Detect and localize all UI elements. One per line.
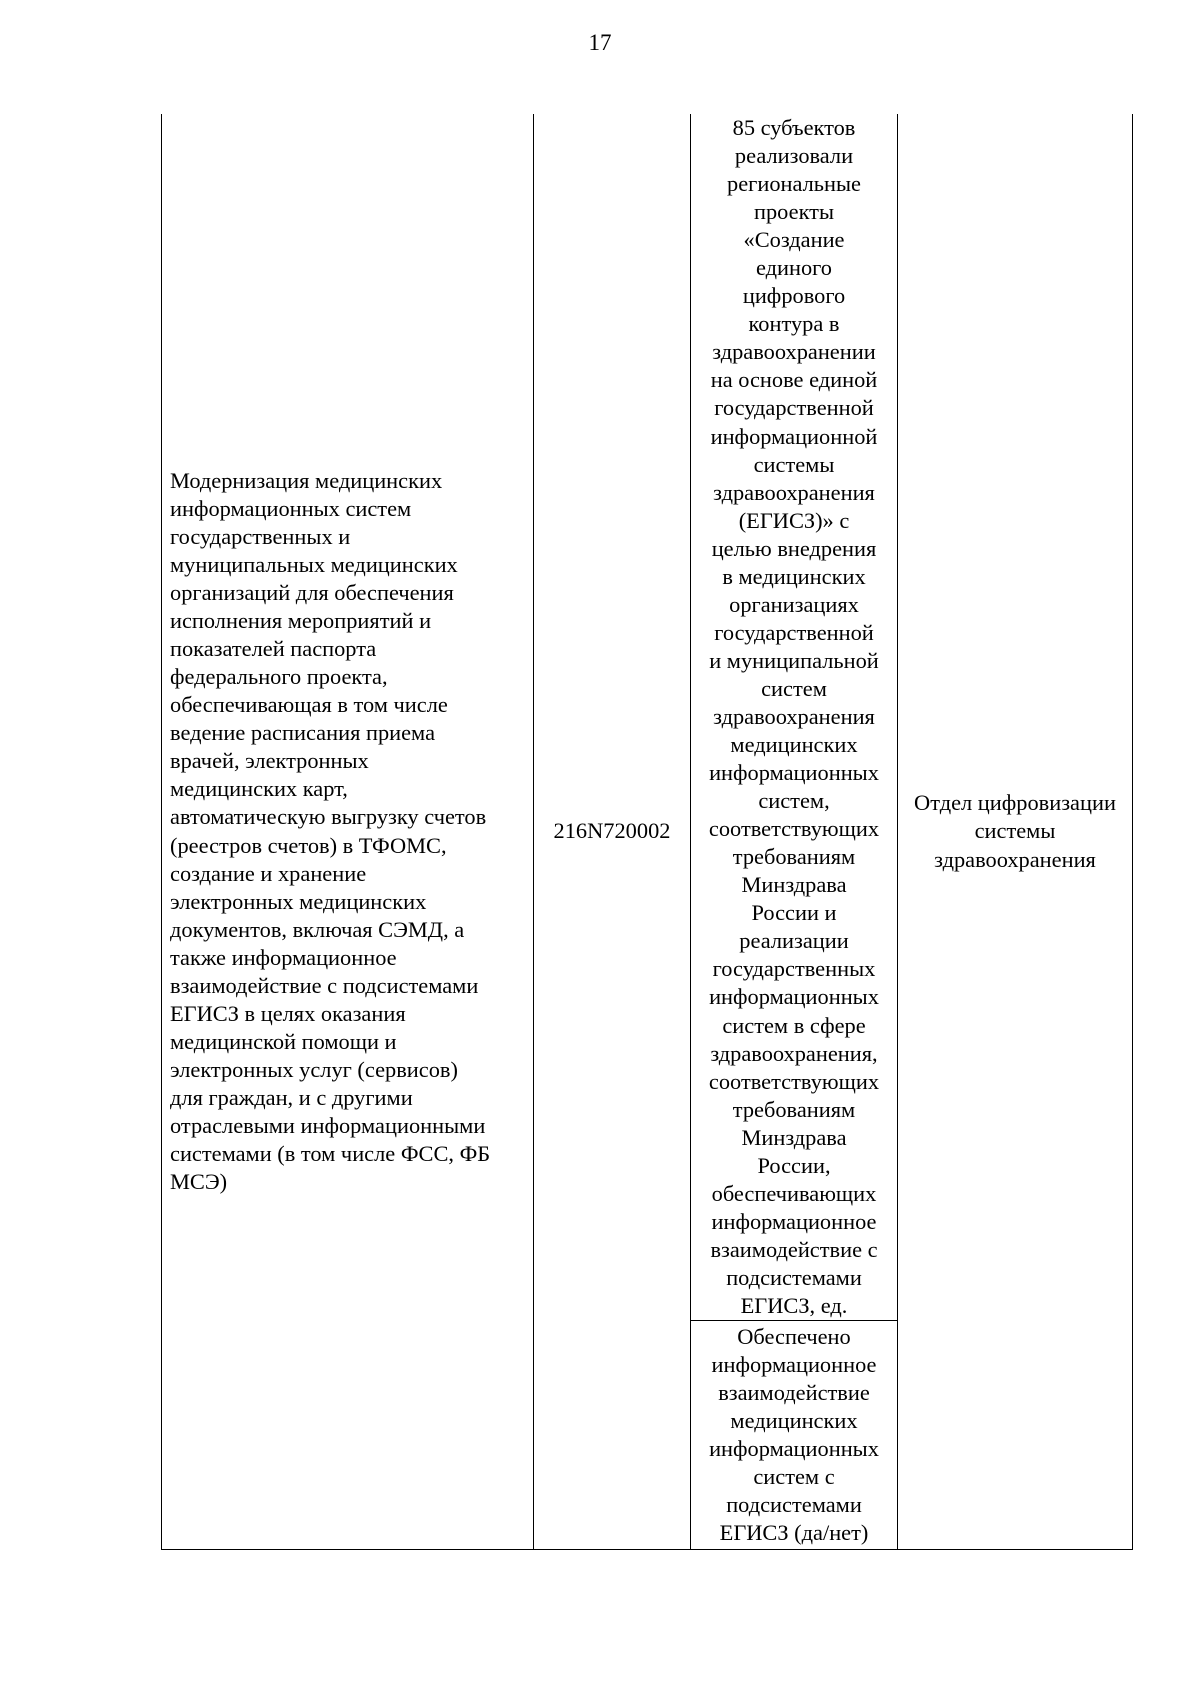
responsible-department: Отдел цифровизации системы здравоохранения bbox=[898, 114, 1133, 1550]
table-row bbox=[162, 114, 1133, 1321]
activity-code: 216N720002 bbox=[534, 114, 691, 1550]
indicator-cell-2: Обеспечено информационное взаимодействие медицинских информационных систем с подсистемами ЕГИСЗ (да/нет) bbox=[691, 1321, 898, 1550]
activity-description: Модернизация медицинских информационных систем государственных и муниципальных медицинских организаций для обеспечения исполнения мероприятий и показателей паспорта федерального проекта, обеспечивающая в том числе ведение расписания приема врачей, электронных медицинских карт, автоматическую выгрузку счетов (реестров счетов) в ТФОМС, создание и хранение электронных медицинских документов, включая СЭМД, а также информационное взаимодействие с подсистемами ЕГИСЗ в целях оказания медицинской помощи и электронных услуг (сервисов) для граждан, и с другими отраслевыми информационными системами (в том числе ФСС, ФБ МСЭ) bbox=[162, 114, 534, 1550]
indicator-cell-1: 85 субъектов реализовали региональные проекты «Создание единого цифрового контура в здравоохранении на основе единой государственной информационной системы здравоохранения (ЕГИСЗ)» с целью внедрения в медицинских организациях государственной и муниципальной систем здравоохранения медицинских информационных систем, соответствующих требованиям Минздрава России и реализации государственных информационных систем в сфере здравоохранения, соответствующих требованиям Минздрава России, обеспечивающих информационное взаимодействие с подсистемами ЕГИСЗ, ед. bbox=[691, 114, 898, 1321]
activity-table bbox=[161, 114, 1133, 1550]
page-number: 17 bbox=[588, 30, 612, 55]
